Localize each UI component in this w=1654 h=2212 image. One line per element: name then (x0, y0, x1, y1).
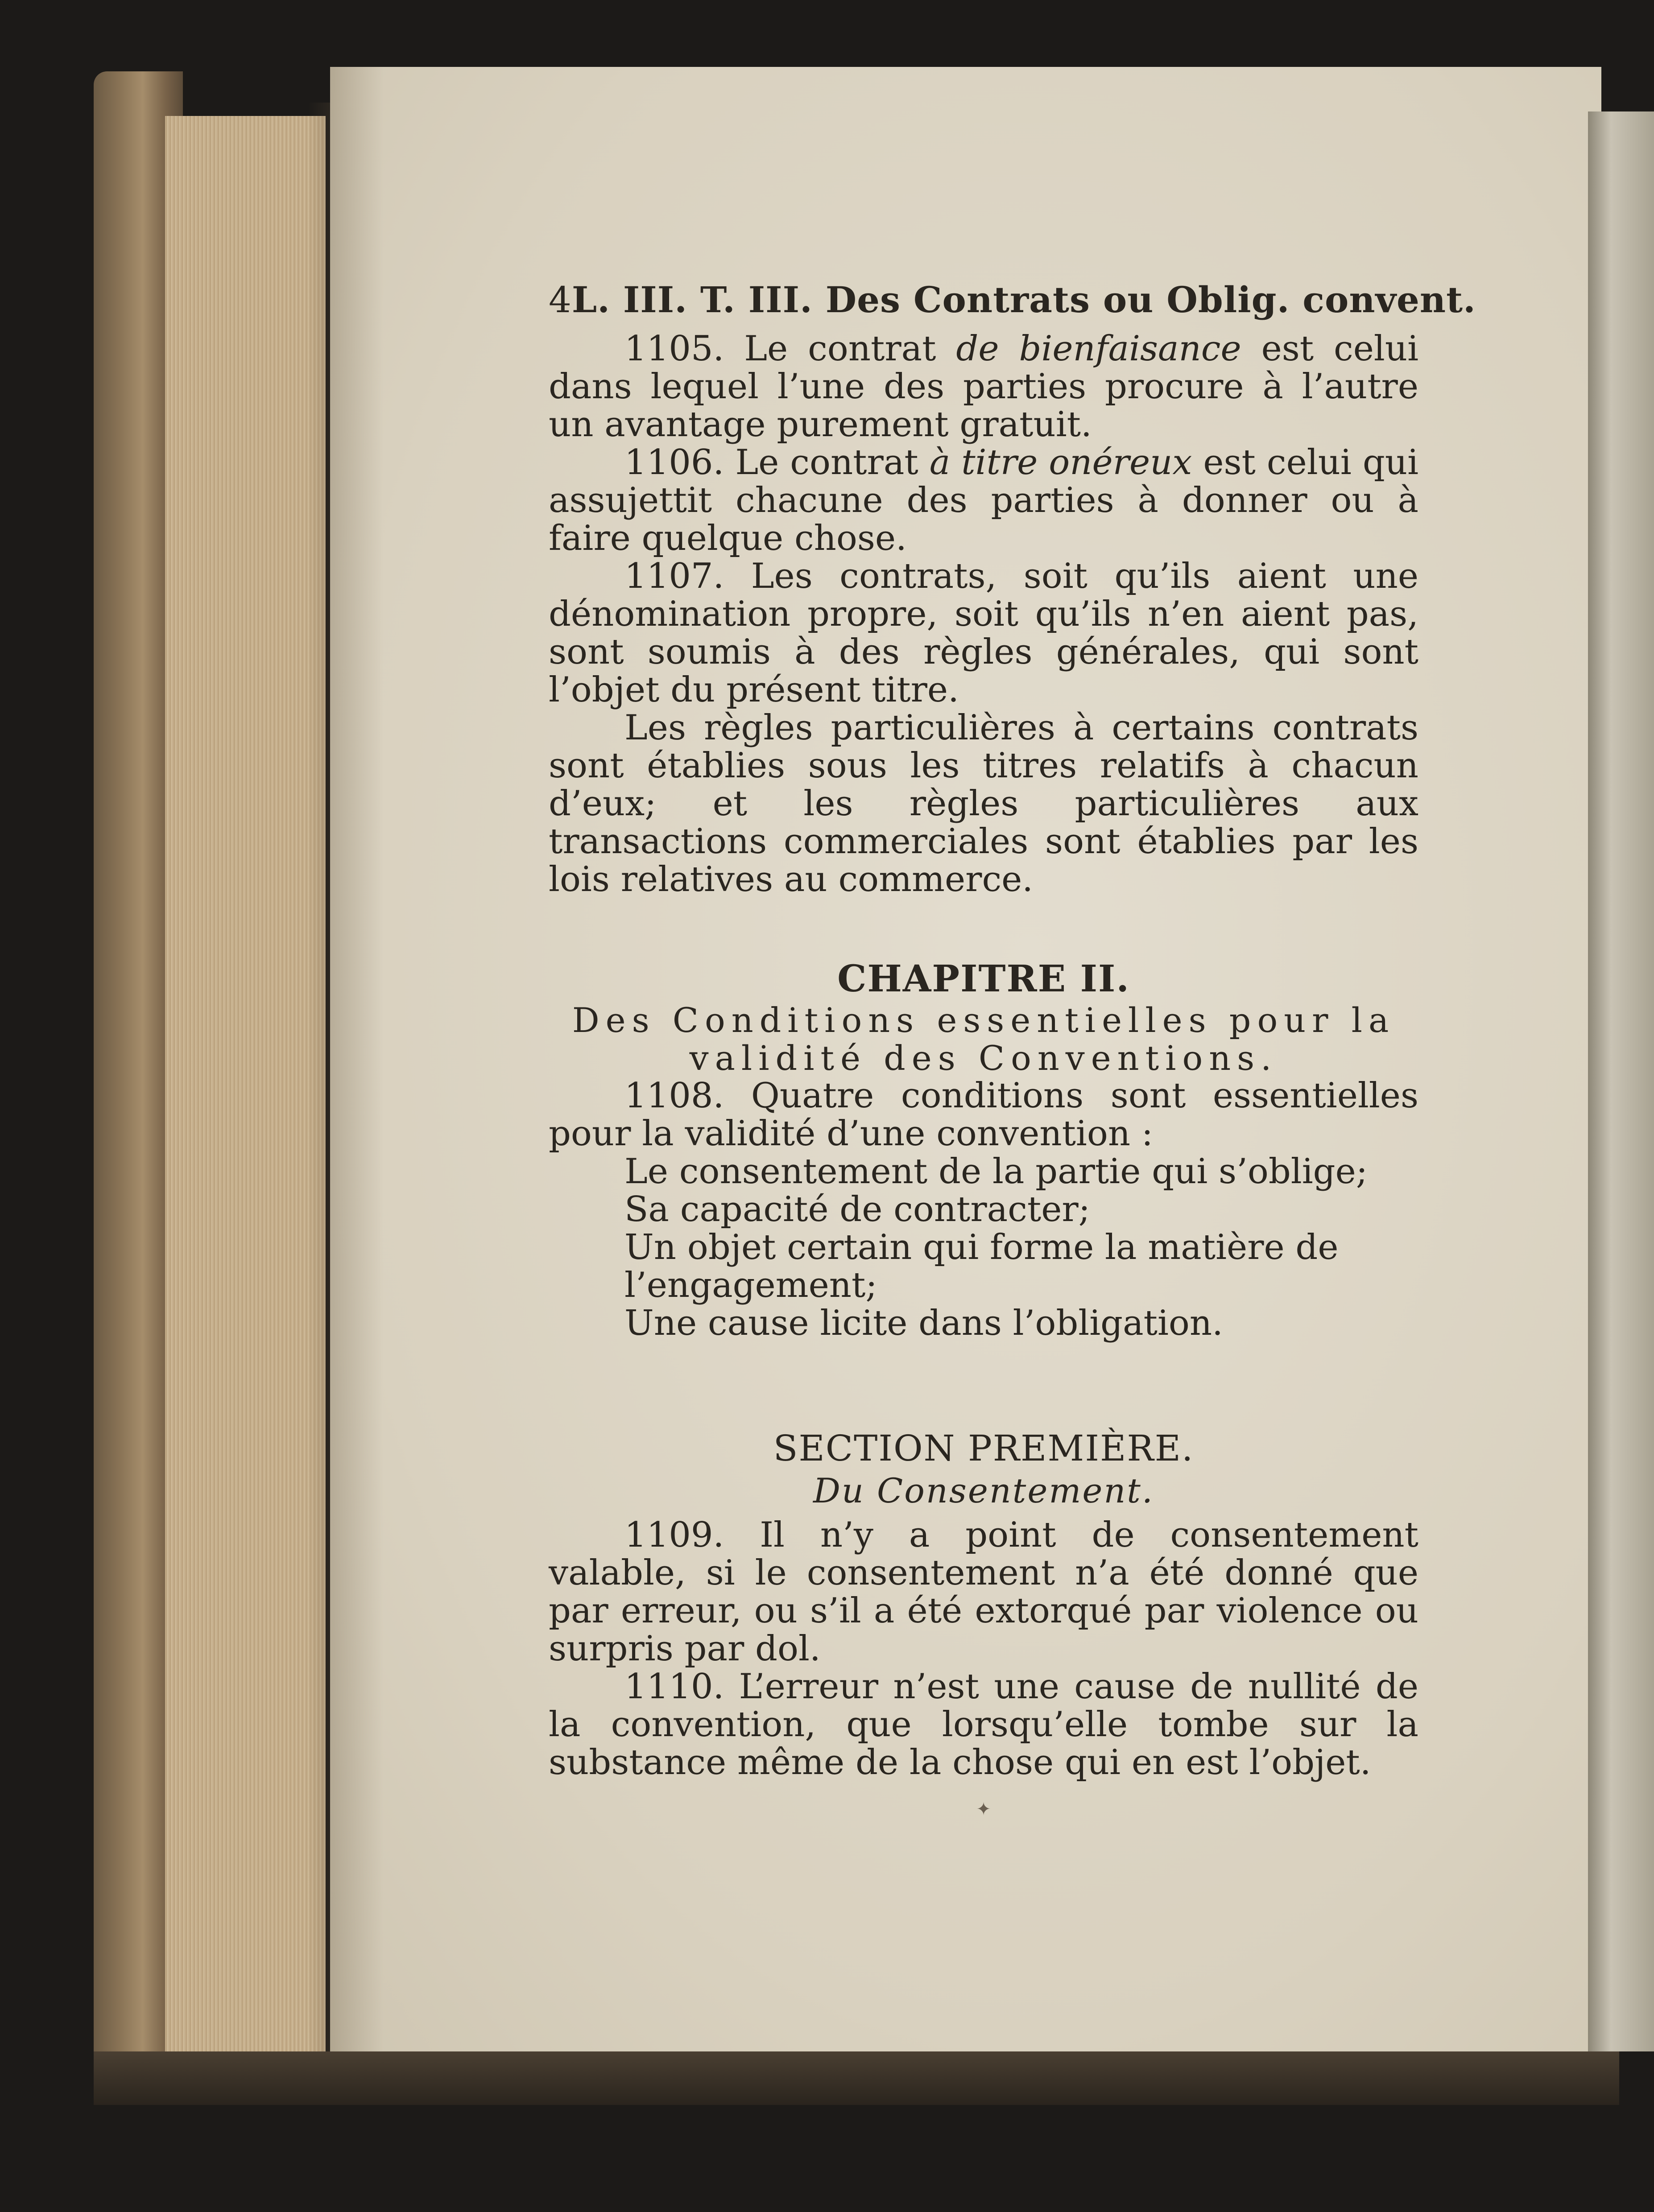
section-title: SECTION PREMIÈRE. (773, 1428, 1194, 1469)
article-1109: 1109. Il n’y a point de consentement valable, si le consentement n’a été donné que par erreur, ou s’il a été extorqué par violence ou surpris par dol. (549, 1515, 1418, 1669)
chapter-subtitle: Des Conditions essentielles pour la validité des Conventions. (572, 1000, 1395, 1078)
page-text (549, 279, 1476, 1828)
article-1106: 1106. Le contrat à titre onéreux est celui qui assujettit chacune des parties à donner ou à faire quelque chose. (549, 442, 1419, 558)
article-number: 1107. (624, 556, 724, 596)
running-head (549, 279, 1476, 330)
article-number: 1110. (624, 1667, 724, 1707)
article-number: 1108. (624, 1076, 724, 1116)
page-gutter (330, 67, 384, 2051)
page-edges (165, 116, 326, 2051)
article-1108: 1108. Quatre conditions sont essentielles pour la validité d’une convention : (549, 1076, 1418, 1154)
running-head-title: L. III. T. III. Des Contrats ou Oblig. convent. (571, 279, 1476, 321)
article-number: 1109. (624, 1515, 724, 1555)
article-number: 1106. (624, 442, 724, 483)
article-1105: 1105. Le contrat de bienfaisance est celui dans lequel l’une des parties procure à l’autre un avantage purement gratuit. (549, 329, 1419, 445)
book-bottom-edge (94, 2051, 1619, 2105)
condition-item: Un objet certain qui forme la matière de l’engagement; (624, 1227, 1339, 1305)
end-ornament-icon: ✦ (976, 1799, 991, 1820)
condition-item: Une cause licite dans l’obligation. (624, 1303, 1223, 1343)
page-number: 4 (549, 279, 572, 321)
condition-item: Le consentement de la partie qui s’oblige; (624, 1151, 1368, 1192)
article-1110: 1110. L’erreur n’est une cause de nullité de la convention, que lorsqu’elle tombe sur la substance même de la chose qui en est l’objet. (549, 1667, 1418, 1783)
facing-page-edge (1588, 111, 1654, 2051)
condition-item: Sa capacité de contracter; (624, 1189, 1090, 1230)
chapter-title: CHAPITRE II. (837, 957, 1130, 1000)
article-number: 1105. (624, 329, 724, 369)
article-1107: 1107. Les contrats, soit qu’ils aient une dénomination propre, soit qu’ils n’en aient pas, sont soumis à des règles générales, qui sont l’objet du présent titre. (549, 556, 1418, 710)
article-1107-continuation: Les règles particulières à certains contrats sont établies sous les titres relatifs à chacun d’eux; et les règles particulières aux transactions commerciales sont établies par les lois relatives au commerce. (549, 708, 1418, 900)
section-subtitle: Du Consentement. (813, 1471, 1154, 1510)
